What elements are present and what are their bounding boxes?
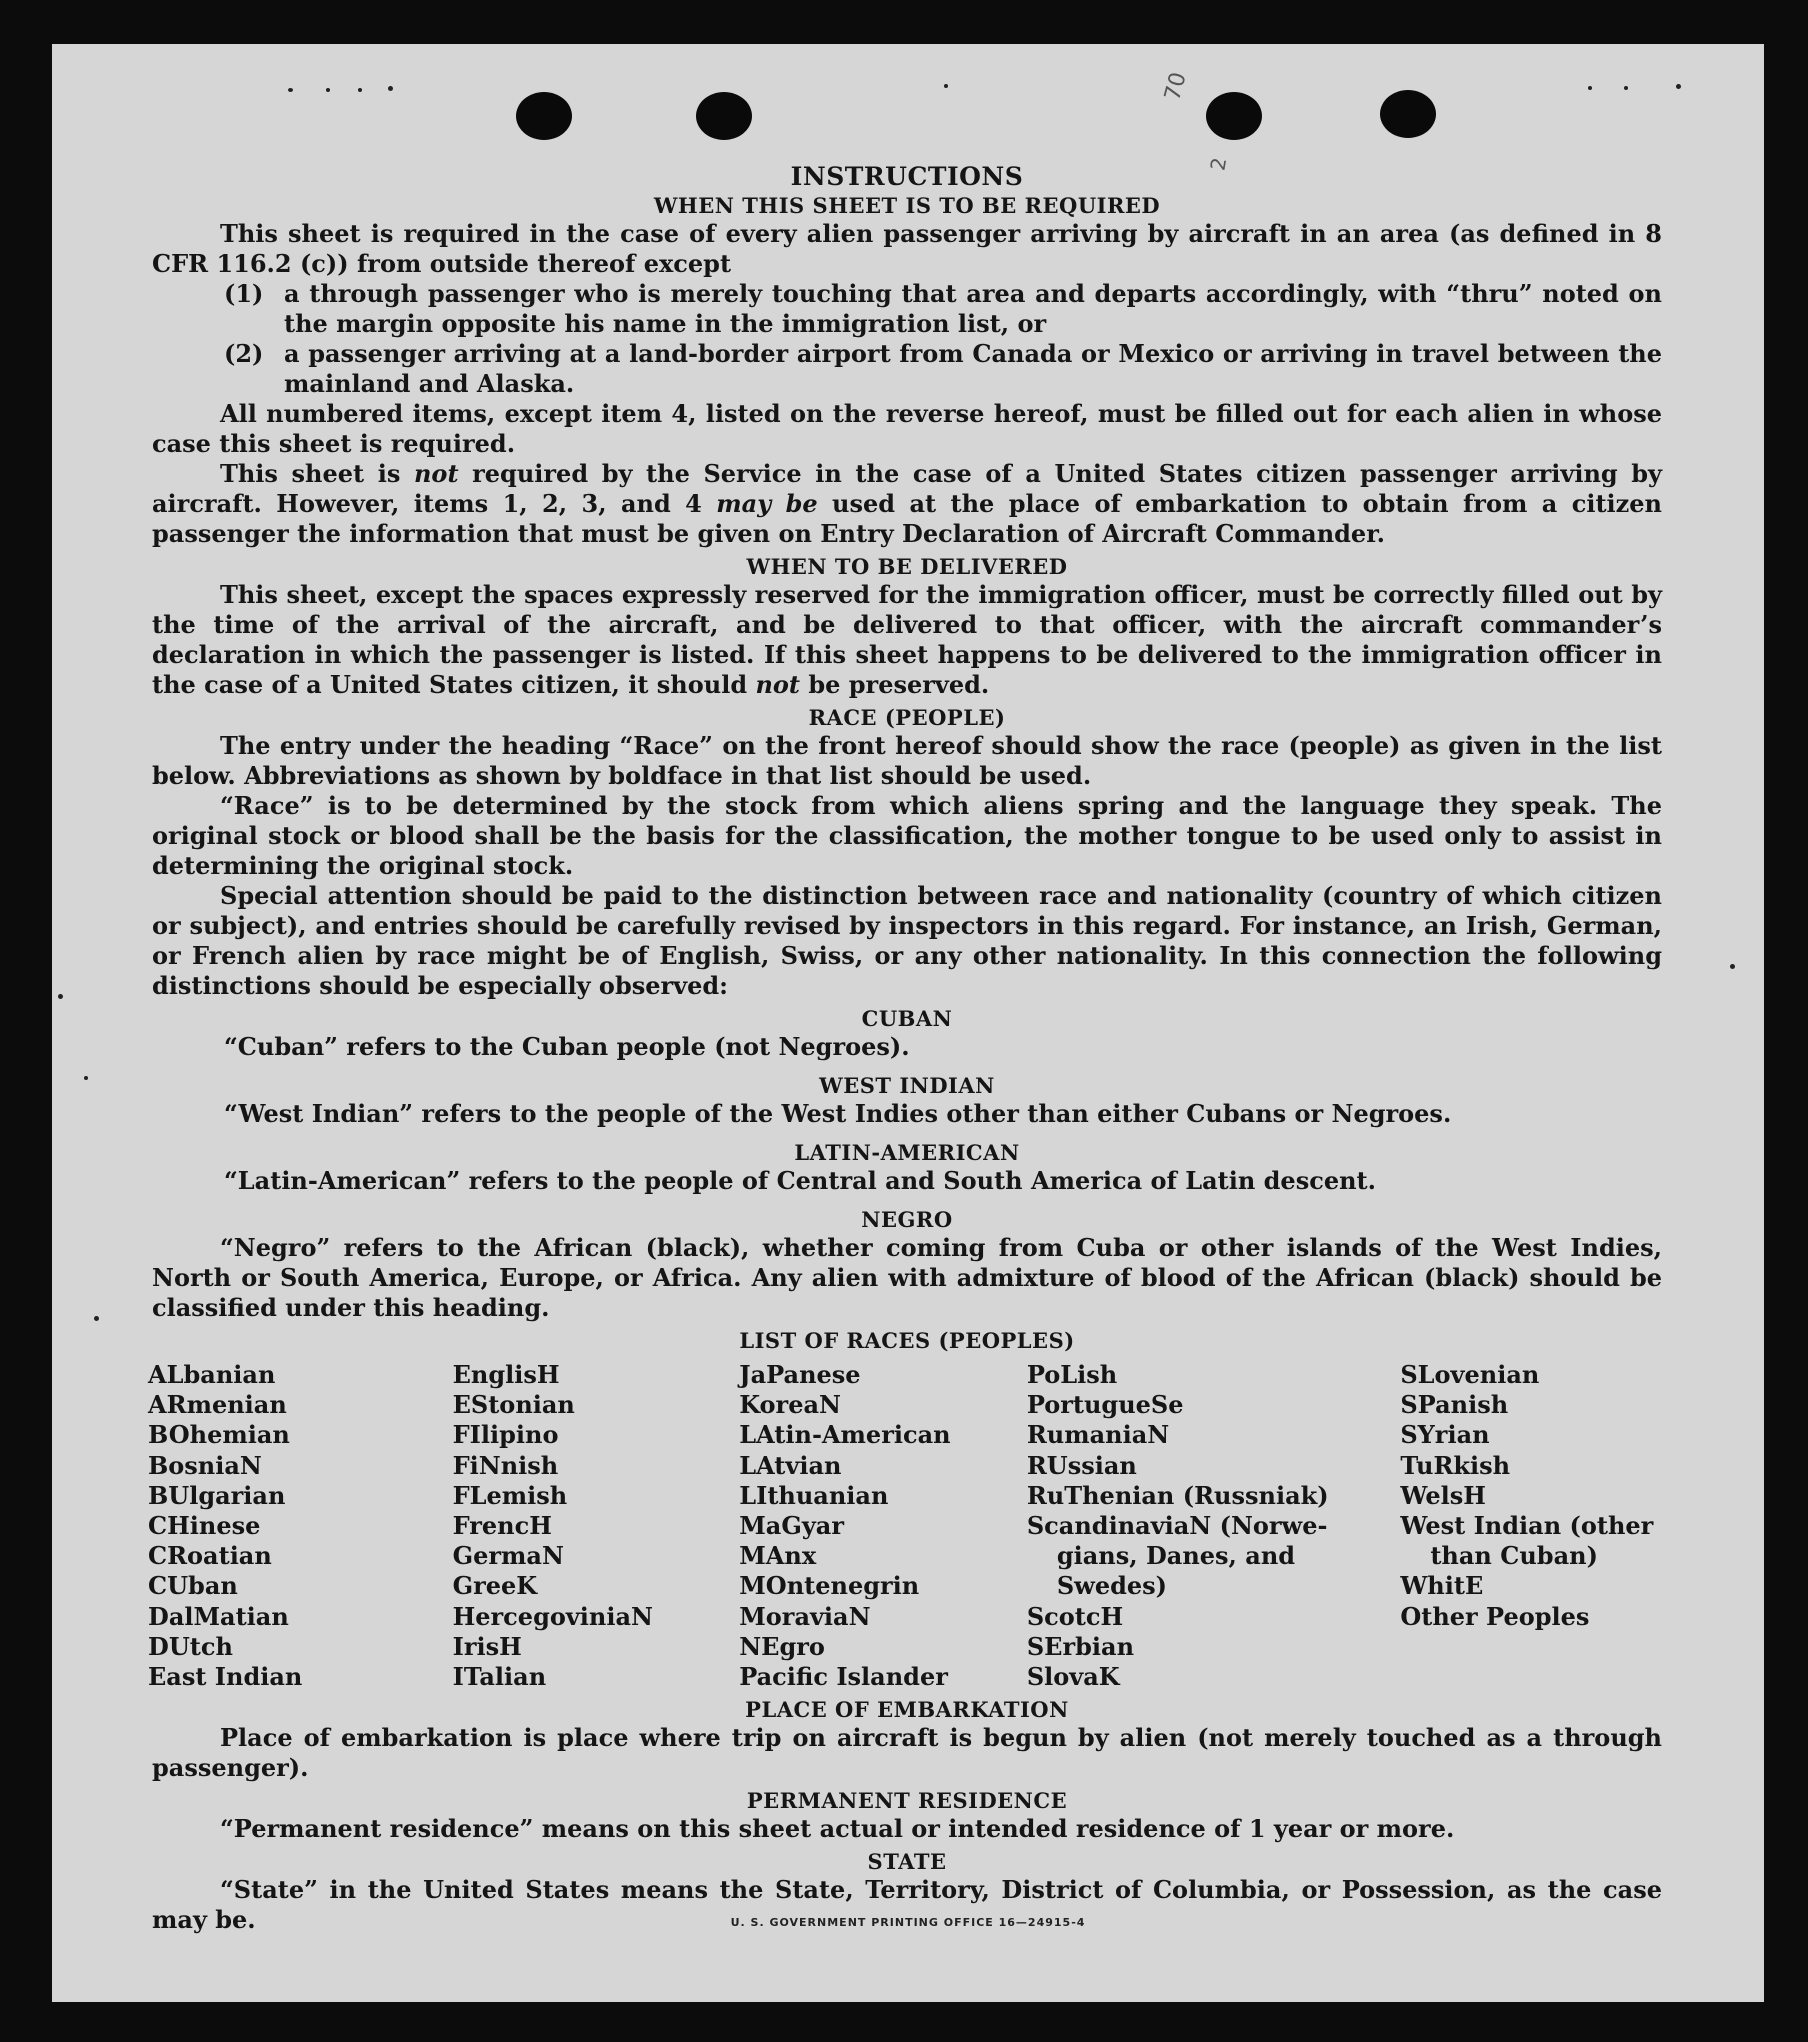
speck — [326, 88, 330, 92]
races-column — [1027, 1360, 1401, 1692]
race-entry: MaGyar — [739, 1511, 844, 1541]
race-entry: RuThenian (Russniak) — [1026, 1480, 1329, 1510]
item-text: a through passenger who is merely touching that area and departs accordingly, with “thru” noted on the margin opposite his name in the immigration list, or — [284, 279, 1662, 338]
race-entry: SErbian — [1026, 1631, 1135, 1661]
race-entry: RumaniaN — [1026, 1420, 1170, 1450]
race-entry: SlovaK — [1026, 1662, 1120, 1692]
paragraph: Place of embarkation is place where trip on aircraft is begun by alien (not merely touched as a through passenger). — [152, 1723, 1662, 1783]
instructions-content — [148, 124, 1663, 1935]
paragraph: “West Indian” refers to the people of the West Indies other than either Cubans or Negroes. — [224, 1099, 1452, 1128]
paragraph: This sheet is required in the case of every alien passenger arriving by aircraft in an area (as defined in 8 CFR 116.2 (c)) from outside thereof except — [152, 219, 1662, 278]
race-entry: HercegoviniaN — [452, 1601, 653, 1631]
paragraph: The entry under the heading “Race” on the front hereof should show the race (people) as given in the list below. Abbreviations as shown by boldface in that list should be used. — [152, 731, 1662, 790]
speck — [1624, 86, 1628, 90]
list-item — [152, 279, 1662, 339]
race-entry: East Indian — [148, 1662, 303, 1692]
race-entry: ALbanian — [148, 1360, 276, 1389]
handwritten-number: 70 — [1160, 69, 1192, 104]
race-entry: LAtvian — [739, 1450, 842, 1480]
race-entry: FrencH — [452, 1511, 552, 1541]
paragraph: “Latin-American” refers to the people of Central and South America of Latin descent. — [224, 1166, 1376, 1195]
race-entry: Other Peoples — [1400, 1601, 1590, 1631]
races-column — [148, 1360, 453, 1692]
speck — [58, 994, 63, 999]
speck — [388, 86, 393, 91]
race-entry: FLemish — [452, 1480, 568, 1510]
paragraph: “Race” is to be determined by the stock from which aliens spring and the language they speak. The original stock or blood shall be the basis for the classification, the mother tongue to be used only to assist in determining the original stock. — [152, 791, 1662, 880]
race-entry: RUssian — [1026, 1450, 1137, 1480]
paragraph: Special attention should be paid to the distinction between race and nationality (country of which citizen or subject), and entries should be carefully revised by inspectors in this regard. For instance, an Irish, German, or French alien by race might be of English, Swiss, or any other nationality. In this connection the following distinctions should be especially observed: — [152, 881, 1662, 1000]
speck — [944, 84, 948, 88]
race-entry: West Indian (other — [1400, 1511, 1654, 1541]
race-entry: Swedes) — [1056, 1571, 1168, 1601]
race-entry: gians, Danes, and — [1056, 1541, 1296, 1571]
race-entry: CRoatian — [148, 1541, 272, 1571]
race-entry: DalMatian — [148, 1601, 289, 1631]
race-entry: GreeK — [452, 1571, 538, 1601]
race-entry: WhitE — [1400, 1571, 1484, 1601]
races-column — [1400, 1360, 1662, 1692]
section-heading-latin-american: LATIN-AMERICAN — [794, 1140, 1020, 1165]
item-number: (2) — [224, 339, 264, 368]
section-heading-negro: NEGRO — [861, 1207, 953, 1232]
race-entry: MOntenegrin — [739, 1571, 920, 1601]
paragraph: “Cuban” refers to the Cuban people (not Negroes). — [224, 1032, 910, 1061]
paragraph: “Negro” refers to the African (black), whether coming from Cuba or other islands of the West Indies, North or South America, Europe, or Africa. Any alien with admixture of blood of the African (black) should be classified under this heading. — [152, 1233, 1662, 1322]
paragraph — [152, 459, 1662, 549]
race-entry: Pacific Islander — [739, 1662, 948, 1692]
race-entry: PortugueSe — [1026, 1390, 1184, 1420]
race-entry: MAnx — [739, 1541, 817, 1571]
item-number: (1) — [224, 279, 264, 308]
races-column — [739, 1360, 1027, 1692]
speck — [94, 1316, 99, 1321]
section-heading-required: WHEN THIS SHEET IS TO BE REQUIRED — [653, 193, 1161, 218]
races-column — [453, 1360, 740, 1692]
race-entry: PoLish — [1026, 1360, 1118, 1389]
speck — [1676, 84, 1681, 89]
paragraph — [152, 580, 1662, 700]
race-entry: ITalian — [452, 1662, 547, 1692]
race-entry: ScandinaviaN (Norwe- — [1026, 1511, 1328, 1541]
race-entry: CUban — [148, 1571, 238, 1601]
section-heading-residence: PERMANENT RESIDENCE — [746, 1788, 1068, 1814]
text-run: This sheet, except the spaces expressly reserved for the immigration officer, must be correctly filled out by the time of the arrival of the aircraft, and be delivered to that officer, with the aircraft commander’s declaration in which the passenger is listed. If this sheet happens to be delivered to the immigration officer in the case of a United States citizen, it should — [152, 580, 1662, 699]
text-run: used at the place of embarkation to obtain from a citizen passenger the information that must be given on Entry Declaration of Aircraft Commander. — [152, 489, 1663, 548]
race-entry: LIthuanian — [739, 1480, 889, 1510]
emphasis: not — [413, 459, 459, 488]
race-entry: GermaN — [452, 1541, 564, 1571]
section-heading-races-list: LIST OF RACES (PEOPLES) — [739, 1328, 1075, 1353]
speck — [1730, 964, 1735, 969]
emphasis: not — [755, 670, 801, 699]
emphasis: may be — [716, 489, 818, 518]
handwritten-mark: 2 — [1205, 155, 1232, 173]
race-entry: DUtch — [148, 1631, 233, 1661]
race-entry: BosniaN — [148, 1450, 262, 1480]
race-entry: ScotcH — [1026, 1601, 1124, 1631]
paragraph: “Permanent residence” means on this sheet actual or intended residence of 1 year or more. — [220, 1814, 1455, 1844]
speck — [1588, 86, 1592, 90]
document-sheet — [52, 44, 1764, 2002]
paragraph: “State” in the United States means the State, Territory, District of Columbia, or Possession, as the case may be. — [152, 1875, 1662, 1935]
race-entry: ARmenian — [148, 1390, 287, 1420]
printer-imprint: U. S. GOVERNMENT PRINTING OFFICE 16—24915-4 — [730, 1916, 1086, 1929]
text-run: be preserved. — [800, 670, 990, 699]
list-item — [152, 339, 1662, 399]
races-table — [148, 1360, 1662, 1692]
race-entry: EnglisH — [452, 1360, 560, 1389]
race-entry: TuRkish — [1400, 1450, 1511, 1480]
race-entry: BUlgarian — [148, 1480, 286, 1510]
paragraph: All numbered items, except item 4, listed on the reverse hereof, must be filled out for each alien in whose case this sheet is required. — [152, 399, 1662, 458]
race-entry: SLovenian — [1400, 1360, 1540, 1389]
speck — [84, 1076, 88, 1080]
section-heading-race: RACE (PEOPLE) — [808, 705, 1006, 730]
section-heading-delivered: WHEN TO BE DELIVERED — [746, 554, 1068, 579]
race-entry: JaPanese — [739, 1360, 861, 1389]
race-entry: CHinese — [148, 1511, 261, 1541]
race-entry: SYrian — [1400, 1420, 1490, 1450]
race-entry: IrisH — [452, 1631, 522, 1661]
race-entry: LAtin-American — [739, 1420, 951, 1450]
speck — [358, 88, 362, 92]
section-heading-cuban: CUBAN — [861, 1006, 953, 1031]
race-entry: EStonian — [452, 1390, 575, 1420]
item-text: a passenger arriving at a land-border airport from Canada or Mexico or arriving in travel between the mainland and Alaska. — [284, 339, 1662, 398]
section-heading-west-indian: WEST INDIAN — [819, 1073, 995, 1098]
race-entry: KoreaN — [739, 1390, 841, 1420]
race-entry: BOhemian — [148, 1420, 290, 1450]
race-entry: SPanish — [1400, 1390, 1509, 1420]
text-run: This sheet is — [220, 459, 414, 488]
page-title: INSTRUCTIONS — [790, 162, 1024, 191]
race-entry: MoraviaN — [739, 1601, 871, 1631]
speck — [288, 88, 293, 92]
section-heading-embarkation: PLACE OF EMBARKATION — [745, 1697, 1069, 1723]
race-entry: NEgro — [739, 1631, 825, 1661]
race-entry: FiNnish — [452, 1450, 559, 1480]
race-entry: than Cuban) — [1430, 1541, 1598, 1571]
race-entry: WelsH — [1400, 1480, 1486, 1510]
race-entry: FIlipino — [452, 1420, 559, 1450]
section-heading-state: STATE — [867, 1849, 947, 1875]
text-run: required by the Service in the case of a United States citizen passenger arriving by aircraft. However, items 1, 2, 3, and 4 — [152, 459, 1663, 518]
